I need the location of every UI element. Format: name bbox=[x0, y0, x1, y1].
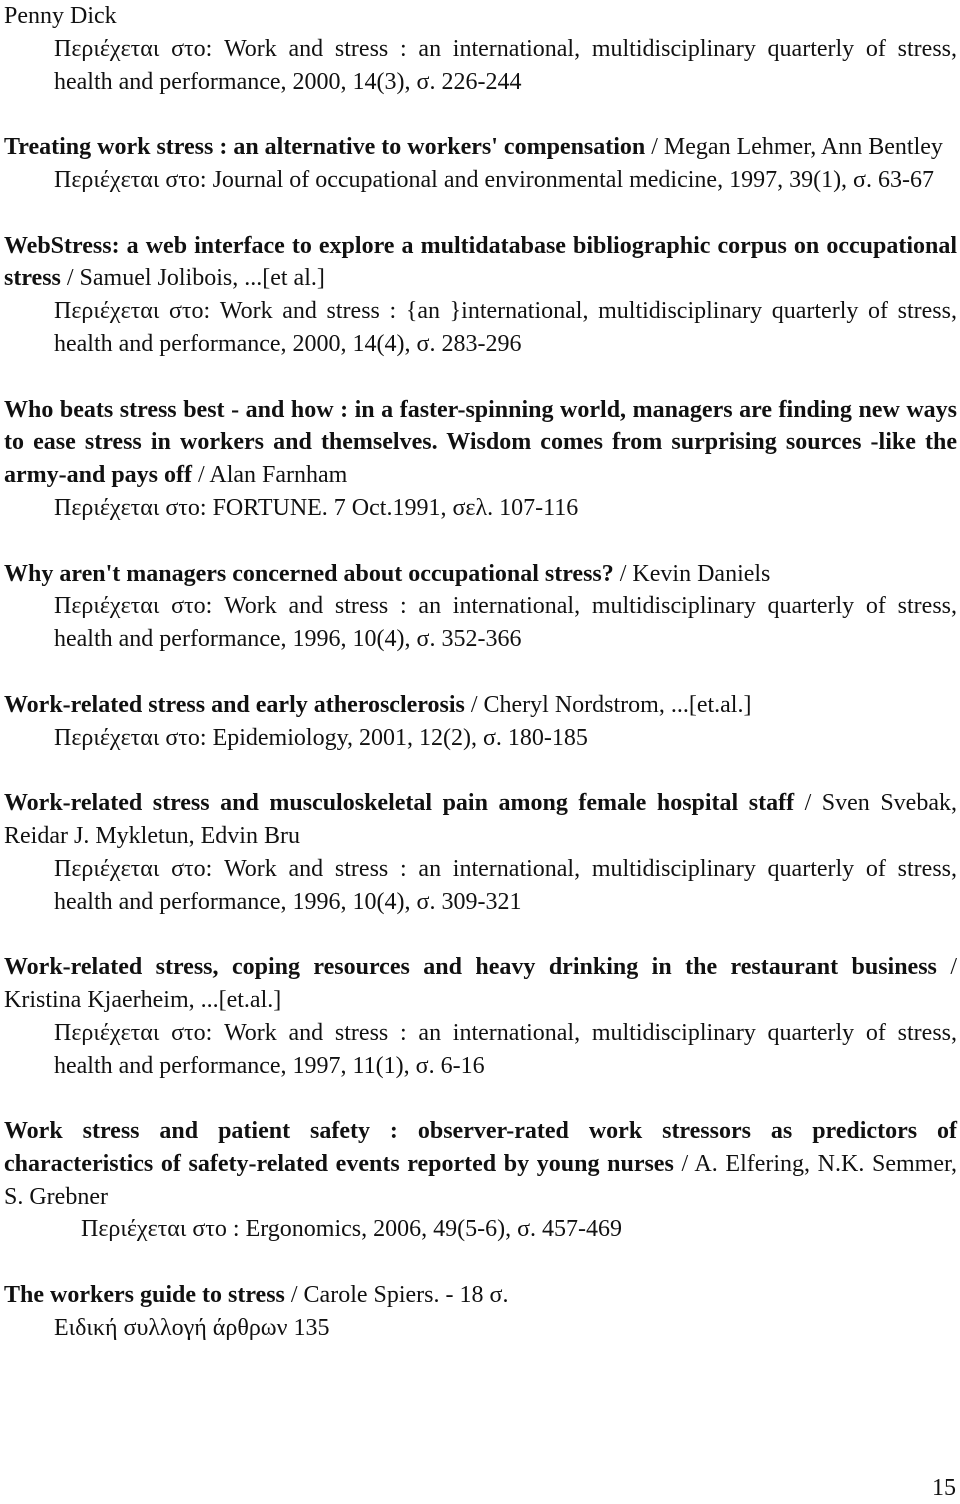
entry-contained-in: Περιέχεται στο: Work and stress : an international, multidisciplinary quarterly of stress, health and performance, 2000, 14(3), σ. 226-244 bbox=[54, 35, 957, 95]
entry-authors: / Megan Lehmer, Ann Bentley bbox=[645, 134, 943, 161]
bibliography-entry bbox=[4, 230, 957, 361]
entry-author-line: Penny Dick bbox=[4, 3, 117, 29]
entry-penny-dick bbox=[4, 0, 957, 98]
bibliography-entry bbox=[4, 1279, 957, 1345]
entry-contained-in: Περιέχεται στο: Work and stress : an international, multidisciplinary quarterly of stress, health and performance, 1996, 10(4), σ. 352-366 bbox=[54, 593, 957, 653]
entry-title: Work-related stress, coping resources and heavy drinking in the restaurant business bbox=[4, 954, 937, 981]
entry-authors: / A. Elfering, N.K. Semmer, S. Grebner bbox=[4, 1150, 958, 1210]
entry-authors: / Carole Spiers. - 18 σ. bbox=[284, 1282, 509, 1309]
entry-authors: / Cheryl Nordstrom, ...[et.al.] bbox=[464, 691, 752, 718]
bibliography-entry bbox=[4, 131, 957, 197]
bibliography-entry bbox=[4, 558, 957, 656]
entry-contained-in: Περιέχεται στο : Ergonomics, 2006, 49(5-6), σ. 457-469 bbox=[81, 1216, 623, 1243]
entry-title: Who beats stress best - and how : in a faster-spinning world, managers are finding new ways to ease stress in workers and themselves. Wisdom comes from surprising sources -like the army-and pays off bbox=[4, 396, 957, 489]
entry-title: Work-related stress and early atherosclerosis bbox=[4, 691, 465, 718]
bibliography-entry bbox=[4, 689, 957, 755]
entry-title: Work-related stress and musculoskeletal pain among female hospital staff bbox=[4, 790, 795, 817]
entry-contained-in: Περιέχεται στο: Epidemiology, 2001, 12(2), σ. 180-185 bbox=[54, 724, 588, 751]
entry-title: The workers guide to stress bbox=[4, 1282, 285, 1309]
entry-title: Why aren't managers concerned about occupational stress? bbox=[4, 560, 614, 587]
bibliography-entry bbox=[4, 394, 957, 525]
entry-authors: / Sven Svebak, Reidar J. Mykletun, Edvin Bru bbox=[4, 790, 957, 849]
bibliography-entry bbox=[4, 787, 957, 918]
entry-contained-in: Περιέχεται στο: Work and stress : {an }international, multidisciplinary quarterly of stress, health and performance, 2000, 14(4), σ. 283-296 bbox=[54, 298, 957, 357]
bibliography-page bbox=[4, 0, 957, 1345]
entry-title: WebStress: a web interface to explore a multidatabase bibliographic corpus on occupational stress bbox=[4, 232, 957, 292]
entry-contained-in: Περιέχεται στο: Work and stress : an international, multidisciplinary quarterly of stress, health and performance, 1997, 11(1), σ. 6-16 bbox=[54, 1019, 957, 1079]
entry-contained-in: Περιέχεται στο: Work and stress : an international, multidisciplinary quarterly of stress, health and performance, 1996, 10(4), σ. 309-321 bbox=[54, 855, 957, 915]
bibliography-entry bbox=[4, 951, 957, 1082]
entry-authors: / Alan Farnham bbox=[192, 462, 348, 489]
entry-title: Work stress and patient safety : observer-rated work stressors as predictors of characteristics of safety-related events reported by young nurses bbox=[4, 1118, 957, 1177]
entry-contained-in: Ειδική συλλογή άρθρων 135 bbox=[54, 1314, 330, 1341]
entry-authors: / Kristina Kjaerheim, ...[et.al.] bbox=[4, 954, 957, 1013]
entry-contained-in: Περιέχεται στο: FORTUNE. 7 Oct.1991, σελ. 107-116 bbox=[54, 494, 579, 521]
entry-title: Treating work stress : an alternative to workers' compensation bbox=[4, 134, 646, 161]
entry-contained-in: Περιέχεται στο: Journal of occupational and environmental medicine, 1997, 39(1), σ. 63-67 bbox=[54, 166, 934, 193]
entry-authors: / Samuel Jolibois, ...[et al.] bbox=[60, 265, 325, 292]
entry-authors: / Kevin Daniels bbox=[613, 560, 771, 587]
bibliography-entry bbox=[4, 1115, 957, 1246]
page-number: 15 bbox=[932, 1475, 956, 1501]
